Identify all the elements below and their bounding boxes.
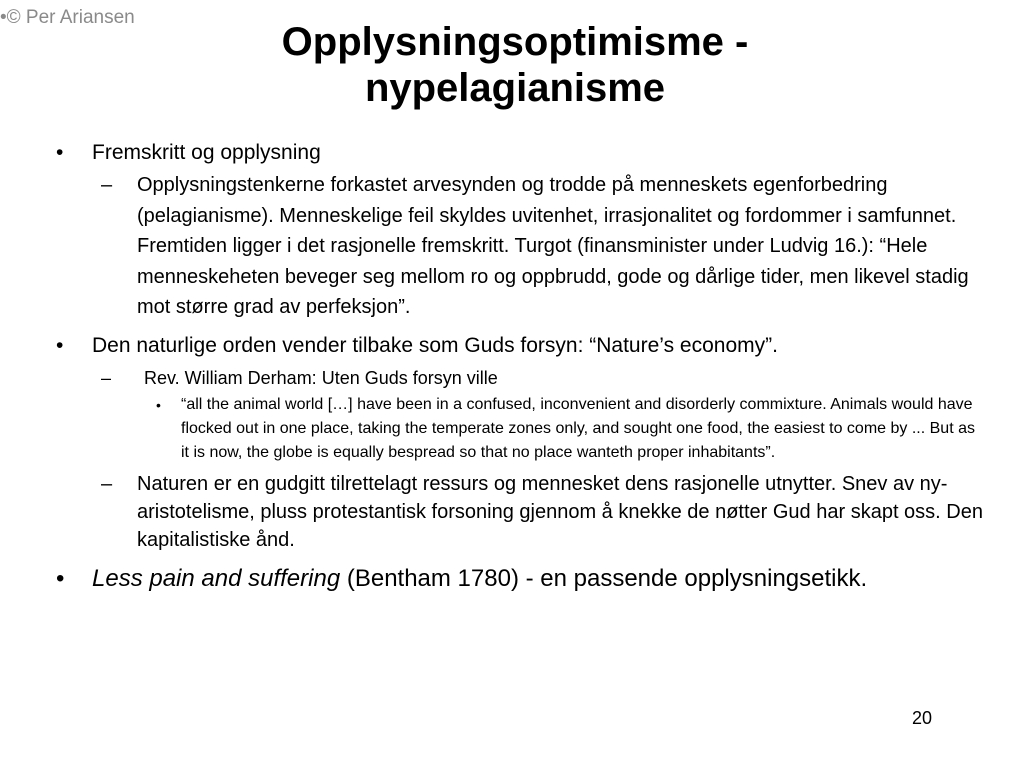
dash-marker: – [101, 174, 113, 196]
dash-marker: – [101, 472, 113, 495]
bullet-marker: • [56, 564, 65, 592]
bullet-text: (Bentham 1780) - en passende opplysningsetikk. [340, 564, 868, 592]
quote-item [156, 393, 986, 465]
sub-bullet-text: Opplysningstenkerne forkastet arvesynden og trodde på menneskets egenforbedring (pelagianisme). Menneskelige feil skyldes uvitenhet, irrasjonalitet og fordommer i samfunnet. Fremtiden ligger i det rasjonelle fremskritt. Turgot (finansminister under Ludvig 16.): “Hele menneskeheten beveger seg mellom ro og oppbrudd, gode og dårlige tider, men likevel stadig mot større grad av perfeksjon”. [137, 174, 969, 318]
slide-title [150, 19, 880, 111]
bullet-marker: • [56, 141, 64, 164]
bullet-item [56, 331, 986, 361]
sub-bullet-item [101, 365, 986, 391]
sub-bullet-text: Rev. William Derham: Uten Guds forsyn ville [144, 367, 498, 388]
slide-title-line-1: Opplysningsoptimisme - [281, 20, 749, 64]
bullet-item [56, 563, 986, 595]
page-number: 20 [912, 708, 933, 728]
sub-bullet-text: Naturen er en gudgitt tilrettelagt ressurs og mennesket dens rasjonelle utnytter. Snev av ny-aristotelisme, pluss protestantisk forsoning gjennom å knekke de nøtter Gud har skapt oss. Den kapitalistiske ånd. [137, 472, 983, 551]
quote-text: “all the animal world […] have been in a confused, inconvenient and disorderly commixture. Animals would have flocked out in one place, taking the temperate zones only, and sought one food, the easiest to come by ... But as it is now, the globe is equally bespread so that no place wanteth proper inhabitants”. [181, 395, 975, 461]
bullet-text: Fremskritt og opplysning [92, 141, 321, 164]
bullet-item [56, 138, 986, 168]
copyright-notice: •© Per Ariansen [0, 7, 135, 28]
bullet-text: Den naturlige orden vender tilbake som Guds forsyn: “Nature’s economy”. [92, 333, 778, 357]
sub-bullet-item [101, 470, 986, 554]
slide-body [56, 138, 986, 595]
bullet-marker: • [56, 333, 64, 357]
bullet-italic-text: Less pain and suffering [92, 564, 341, 592]
small-bullet-marker: • [156, 396, 161, 413]
slide-title-line-2: nypelagianisme [364, 66, 666, 110]
sub-bullet-item [101, 170, 986, 323]
dash-marker: – [101, 367, 112, 388]
